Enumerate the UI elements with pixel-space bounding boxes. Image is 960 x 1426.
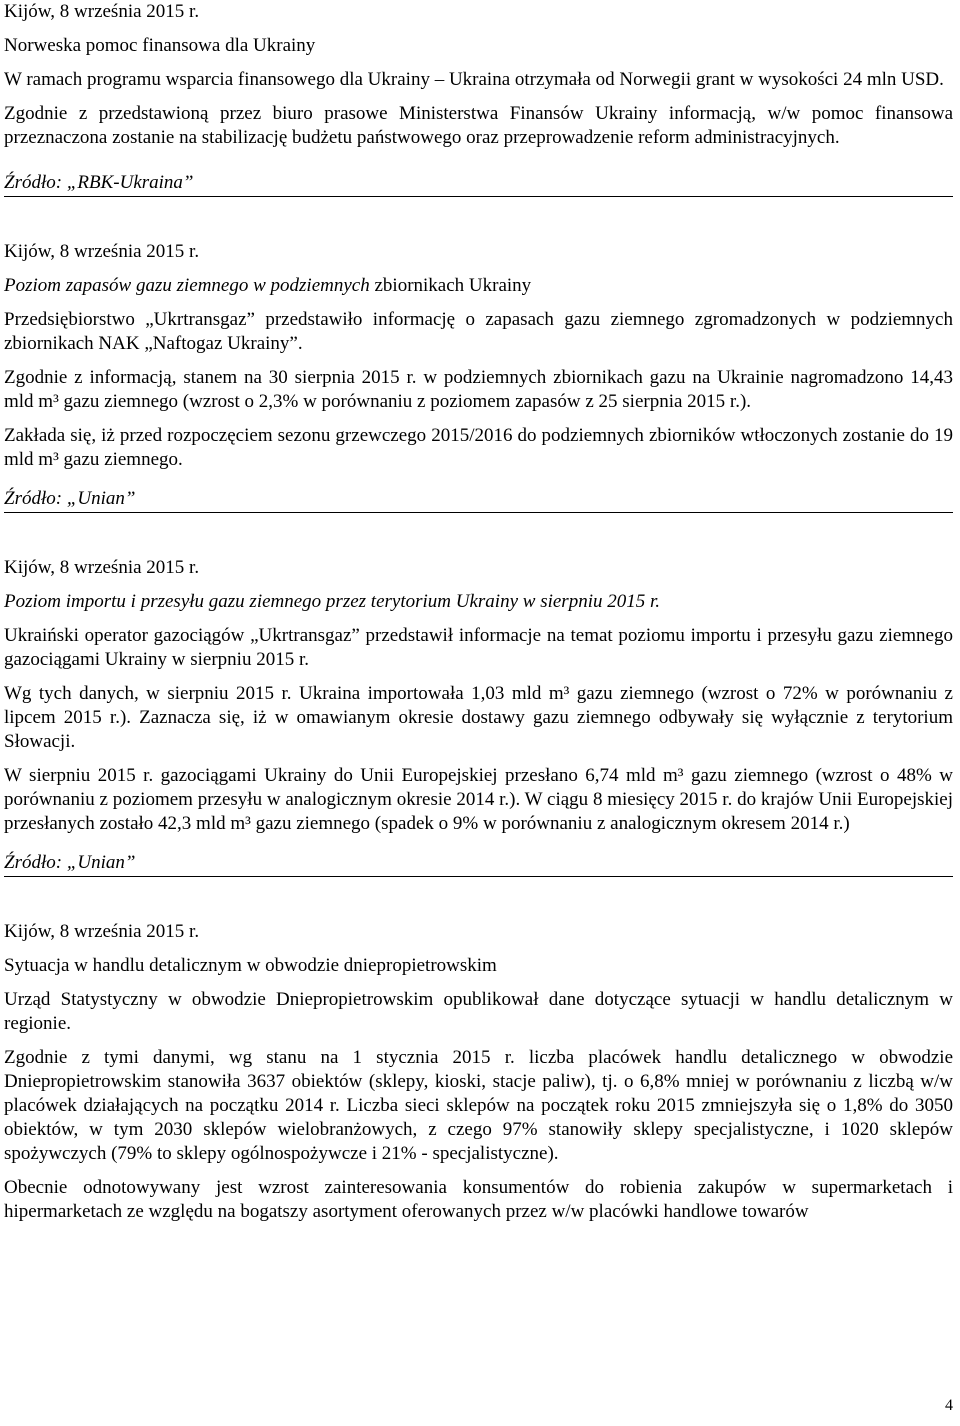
article-paragraph: Zgodnie z tymi danymi, wg stanu na 1 stycznia 2015 r. liczba placówek handlu detalicznego w obwodzie Dniepropietrowskim stanowiła 3637 obiektów (sklepy, kioski, stacje paliw), tj. o 6,8% mniej w porównaniu z liczbą w/w placówek działających na początku 2014 r. Liczba sieci sklepów na początek roku 2015 zmniejszyła się o 1,8% do 3050 obiektów, w tym 2030 sklepów wielobranżowych, z czego 97% stanowiły sklepy specjalistyczne, i 1020 sklepów spożywczych (79% to sklepy ogólnospożywcze i 21% - specjalistyczne). <box>4 1047 953 1164</box>
page-number: 4 <box>945 1397 953 1414</box>
article-title: Poziom importu i przesyłu gazu ziemnego przez terytorium Ukrainy w sierpniu 2015 r. <box>4 591 661 612</box>
article-title <box>4 274 953 298</box>
article-norwegian-aid <box>4 0 953 197</box>
article-date: Kijów, 8 września 2015 r. <box>4 1 200 22</box>
article-paragraph: Zgodnie z informacją, stanem na 30 sierpnia 2015 r. w podziemnych zbiornikach gazu na Ukrainie nagromadzono 14,43 mld m³ gazu ziemnego (wzrost o 2,3% w porównaniu z poziomem zapasów z 25 sierpnia 2015 r.). <box>4 367 953 412</box>
article-paragraph: Przedsiębiorstwo „Ukrtransgaz” przedstawiło informację o zapasach gazu ziemnego zgromadzonych w podziemnych zbiornikach NAK „Naftogaz Ukrainy”. <box>4 309 953 354</box>
article-title-rest: zbiornikach Ukrainy <box>369 275 532 296</box>
article-date: Kijów, 8 września 2015 r. <box>4 921 200 942</box>
article-paragraph: W ramach programu wsparcia finansowego dla Ukrainy – Ukraina otrzymała od Norwegii grant w wysokości 24 mln USD. <box>4 69 944 90</box>
article-date: Kijów, 8 września 2015 r. <box>4 557 200 578</box>
article-paragraph: Ukraiński operator gazociągów „Ukrtransgaz” przedstawił informacje na temat poziomu importu i przesyłu gazu ziemnego gazociągami Ukrainy w sierpniu 2015 r. <box>4 625 953 670</box>
article-retail-dnipro <box>4 920 953 1224</box>
article-title: Sytuacja w handlu detalicznym w obwodzie dniepropietrowskim <box>4 955 497 976</box>
article-date: Kijów, 8 września 2015 r. <box>4 241 200 262</box>
article-paragraph: Zakłada się, iż przed rozpoczęciem sezonu grzewczego 2015/2016 do podziemnych zbiorników wtłoczonych zostanie do 19 mld m³ gazu ziemnego. <box>4 425 953 470</box>
article-gas-import-transit <box>4 556 953 877</box>
article-title-italic: Poziom zapasów gazu ziemnego w podziemnych <box>4 275 370 296</box>
article-paragraph: W sierpniu 2015 r. gazociągami Ukrainy do Unii Europejskiej przesłano 6,74 mld m³ gazu ziemnego (wzrost o 48% w porównaniu z poziomem przesyłu w analogicznym okresie 2014 r.). W ciągu 8 miesięcy 2015 r. do krajów Unii Europejskiej przesłanych zostało 42,3 mld m³ gazu ziemnego (spadek o 9% w porównaniu z analogicznym okresem 2014 r.) <box>4 765 953 834</box>
article-paragraph: Zgodnie z przedstawioną przez biuro prasowe Ministerstwa Finansów Ukrainy informacją, w/w pomoc finansowa przeznaczona zostanie na stabilizację budżetu państwowego oraz przeprowadzenie reform administracyjnych. <box>4 103 953 148</box>
article-title: Norweska pomoc finansowa dla Ukrainy <box>4 35 316 56</box>
article-paragraph: Obecnie odnotowywany jest wzrost zainteresowania konsumentów do robienia zakupów w supermarketach i hipermarketach ze względu na bogatszy asortyment oferowanych przez w/w placówki handlowe towarów <box>4 1177 953 1222</box>
article-source: Źródło: „Unian” <box>4 487 953 513</box>
article-paragraph: Urząd Statystyczny w obwodzie Dniepropietrowskim opublikował dane dotyczące sytuacji w handlu detalicznym w regionie. <box>4 989 953 1034</box>
article-paragraph: Wg tych danych, w sierpniu 2015 r. Ukraina importowała 1,03 mld m³ gazu ziemnego (wzrost o 72% w porównaniu z lipcem 2015 r.). Zaznacza się, iż w omawianym okresie dostawy gazu ziemnego odbywały się wyłącznie z terytorium Słowacji. <box>4 683 953 752</box>
article-gas-storage <box>4 240 953 513</box>
article-source: Źródło: „RBK-Ukraina” <box>4 171 953 197</box>
article-source: Źródło: „Unian” <box>4 851 953 877</box>
document-page <box>4 0 953 1234</box>
